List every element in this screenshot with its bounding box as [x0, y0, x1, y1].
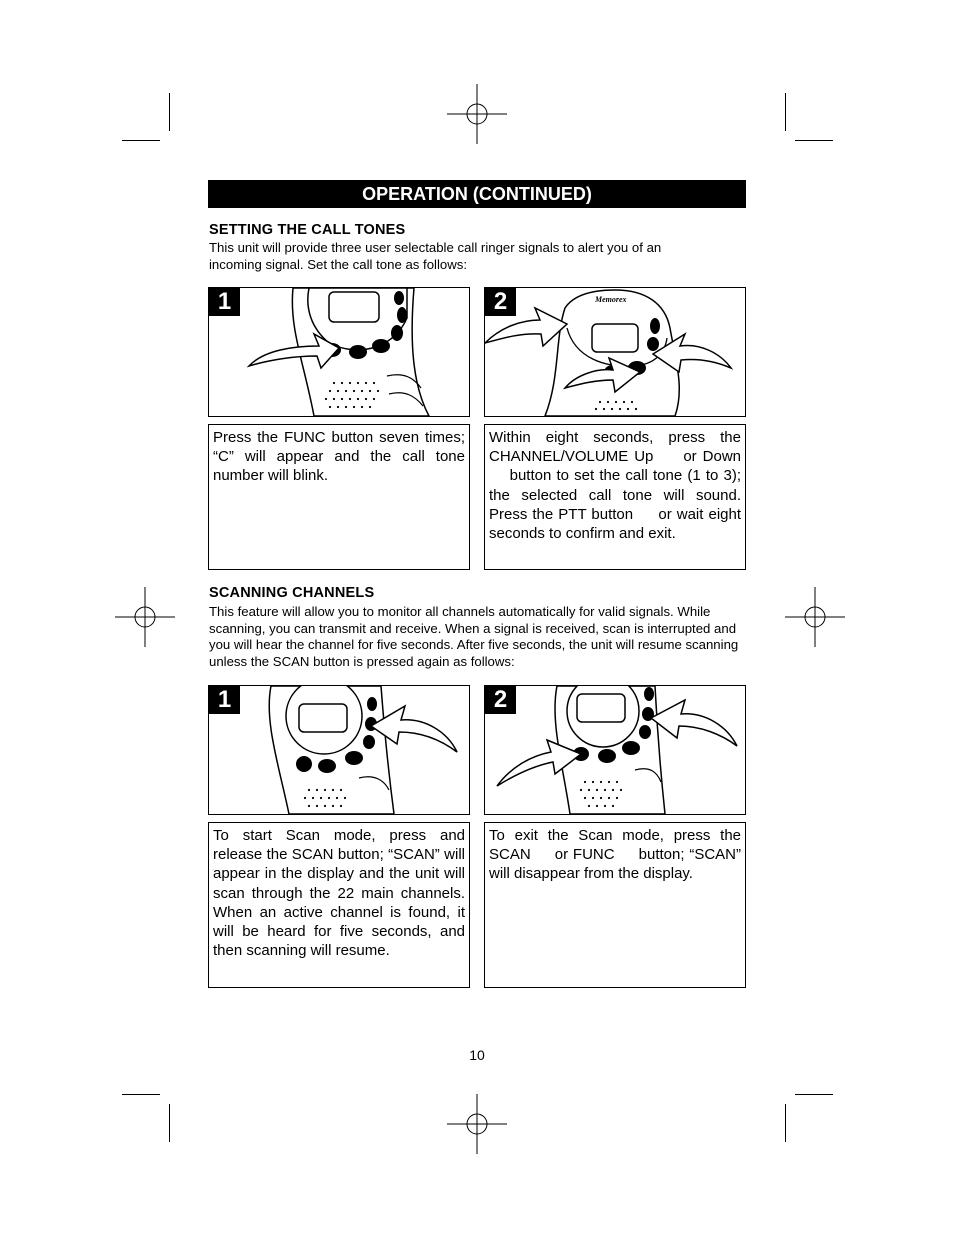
section-header-title: OPERATION (CONTINUED) — [362, 183, 592, 204]
crop-mark — [785, 93, 786, 131]
registration-mark-icon — [447, 1094, 507, 1154]
scanning-step2-text: To exit the Scan mode, press the SCAN or FUNC button; “SCAN” will disappear from the display. — [484, 822, 746, 988]
call-tones-step1-illustration — [208, 287, 470, 417]
crop-mark — [785, 1104, 786, 1142]
call-tones-step2-text: Within eight seconds, press the CHANNEL/VOLUME Up or Down button to set the call tone (1 to 3); the selected call tone will sound. Press the PTT button or wait eight seconds to confirm and exit. — [484, 424, 746, 570]
scanning-title: SCANNING CHANNELS — [209, 585, 375, 601]
crop-mark — [169, 1104, 170, 1142]
crop-mark — [169, 93, 170, 131]
registration-mark-icon — [447, 84, 507, 144]
call-tones-intro: This unit will provide three user selectable call ringer signals to alert you of an incoming signal. Set the call tone as follows: — [209, 240, 662, 272]
scanning-step1-illustration — [208, 685, 470, 815]
crop-mark — [122, 140, 160, 141]
step-number: 1 — [209, 288, 240, 316]
step-number: 2 — [485, 288, 516, 316]
crop-mark — [122, 1094, 160, 1095]
walkie-talkie-icon — [209, 288, 469, 416]
walkie-talkie-icon — [485, 686, 745, 814]
call-tones-step2-illustration — [484, 287, 746, 417]
scanning-step2-illustration — [484, 685, 746, 815]
section-header — [208, 180, 746, 208]
scanning-intro: This feature will allow you to monitor all channels automatically for valid signals. While scanning, you can transmit and receive. When a signal is received, scan is interrupted and you will hear the channel for five seconds. After five seconds, the unit will resume scanning unless the SCAN button is pressed again as follows: — [209, 604, 739, 669]
scanning-step1-text: To start Scan mode, press and release the SCAN button; “SCAN” will appear in the display and the unit will scan through the 22 main channels. When an active channel is found, it will be heard for five seconds, and then scanning will resume. — [208, 822, 470, 988]
call-tones-step1-text: Press the FUNC button seven times; “C” will appear and the call tone number will blink. — [208, 424, 470, 570]
call-tones-title: SETTING THE CALL TONES — [209, 222, 406, 238]
walkie-talkie-icon — [485, 288, 745, 416]
brand-logo: Memorex — [595, 295, 627, 304]
step-number: 1 — [209, 686, 240, 714]
page-number: 10 — [469, 1047, 485, 1063]
walkie-talkie-icon — [209, 686, 469, 814]
crop-mark — [795, 1094, 833, 1095]
registration-mark-icon — [785, 587, 845, 647]
step-number: 2 — [485, 686, 516, 714]
crop-mark — [795, 140, 833, 141]
registration-mark-icon — [115, 587, 175, 647]
